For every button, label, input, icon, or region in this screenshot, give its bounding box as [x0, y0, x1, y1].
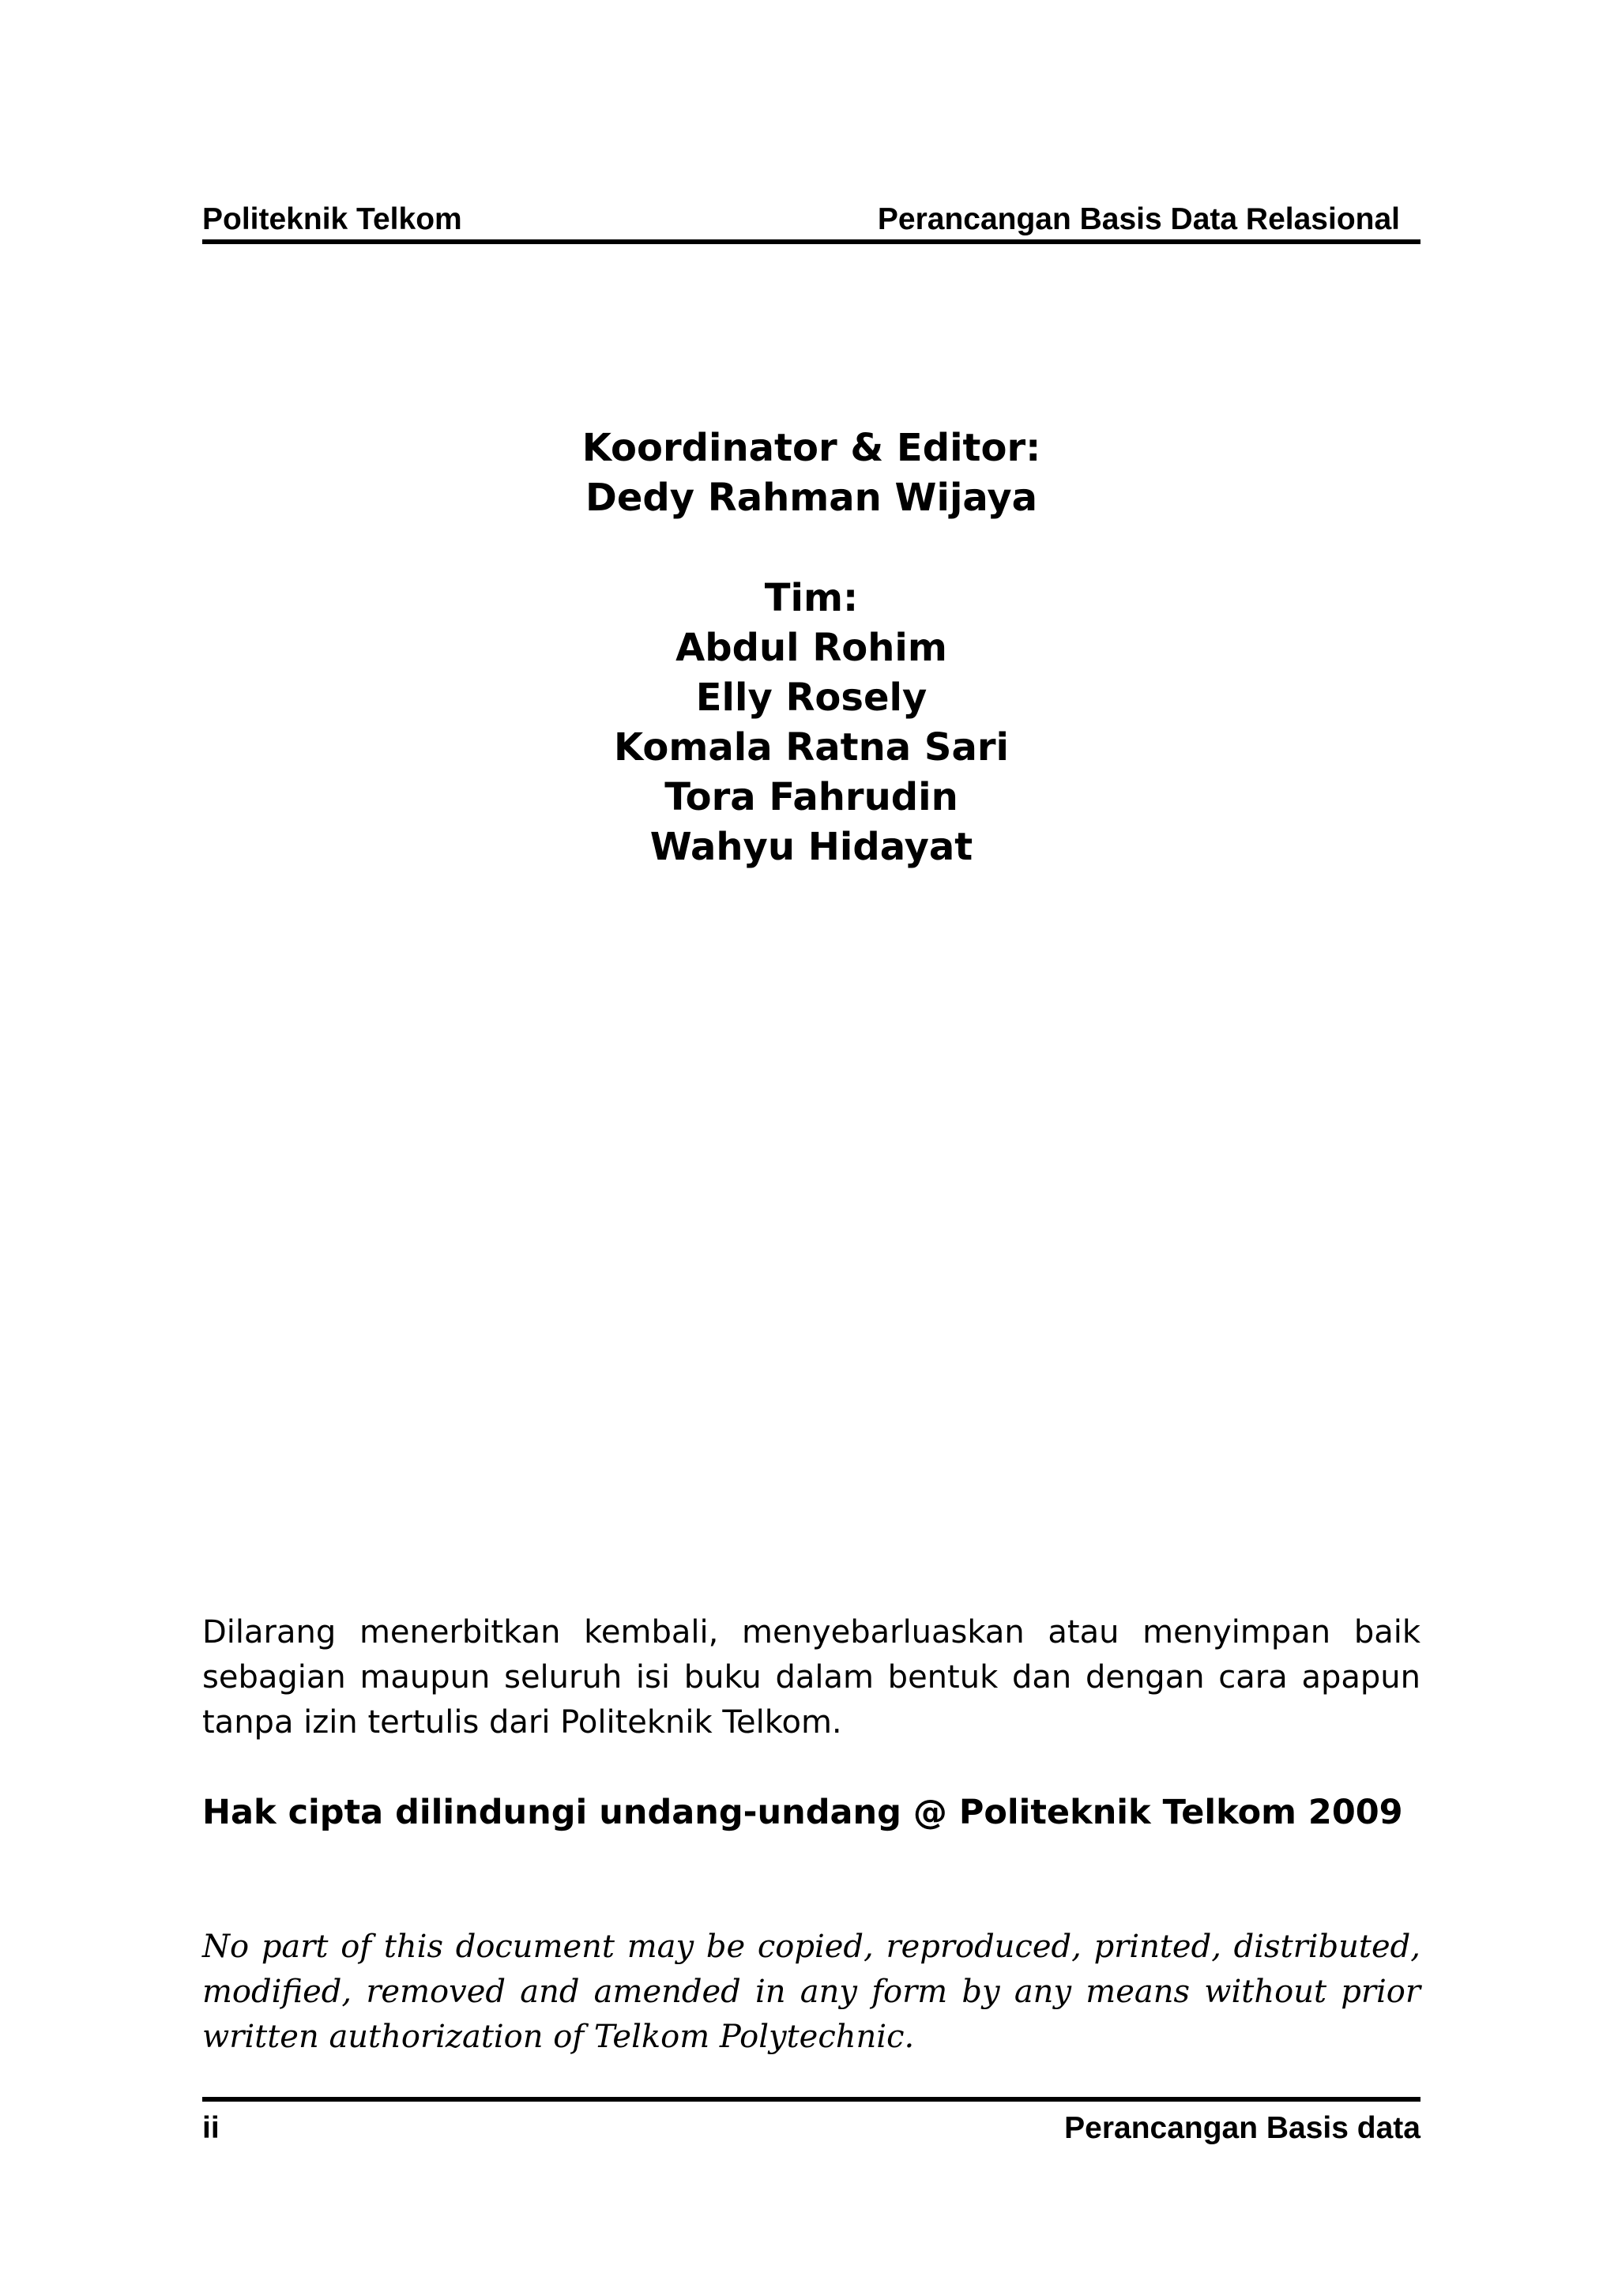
page-number: ii: [202, 2111, 220, 2145]
header-rule: [202, 239, 1420, 244]
reproduction-notice-id: Dilarang menerbitkan kembali, menyebarluaskan atau menyimpan baik sebagian maupun seluruh isi buku dalam bentuk dan dengan cara apapun tanpa izin tertulis dari Politeknik Telkom.: [202, 1614, 1420, 1741]
team-member: Wahyu Hidayat: [649, 825, 973, 869]
page-header: [202, 196, 1420, 243]
footer-book-title: Perancangan Basis data: [1064, 2111, 1420, 2145]
team-member: Tora Fahrudin: [664, 775, 958, 819]
header-book-title: Perancangan Basis Data Relasional: [877, 202, 1400, 236]
editor-credits: [202, 423, 1420, 523]
reproduction-notice-en: No part of this document may be copied, reproduced, printed, distributed, modified, removed and amended in any form by any means without prior written authorization of Telkom Polytechnic.: [202, 1929, 1420, 2055]
team-credits: [202, 574, 1420, 872]
editor-heading: Koordinator & Editor:: [581, 426, 1041, 470]
editor-name: Dedy Rahman Wijaya: [585, 476, 1037, 520]
team-member: Abdul Rohim: [675, 626, 947, 670]
copyright-statement: Hak cipta dilindungi undang-undang @ Politeknik Telkom 2009: [202, 1793, 1403, 1832]
header-institution: Politeknik Telkom: [202, 202, 462, 236]
team-heading: Tim:: [764, 576, 859, 620]
footer-rule: [202, 2097, 1420, 2102]
page-footer: [202, 2105, 1420, 2152]
team-member: Elly Rosely: [695, 676, 928, 720]
team-member: Komala Ratna Sari: [614, 725, 1009, 770]
